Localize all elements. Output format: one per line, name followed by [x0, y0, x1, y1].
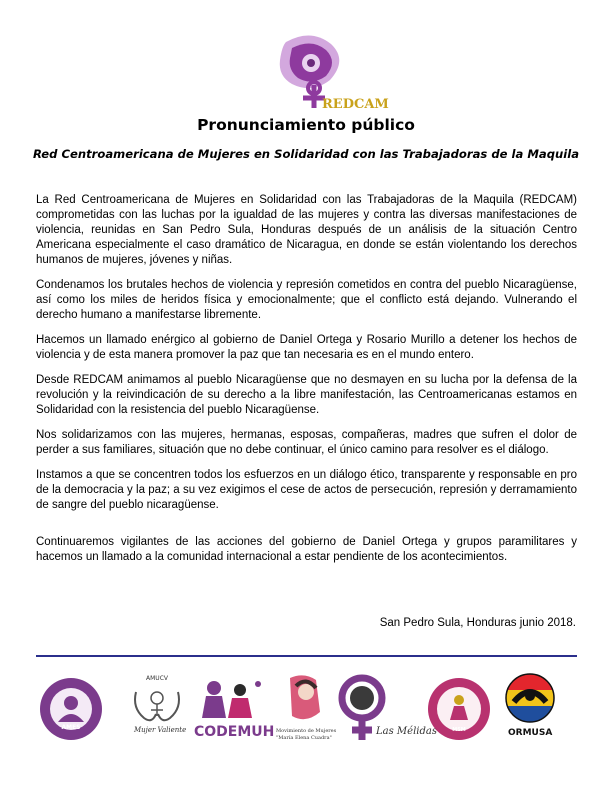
- paragraph-6: Instamos a que se concentren todos los esfuerzos en un diálogo ético, transparente y responsable en pro de la democracia y la paz; a su vez exigimos el cese de actos de persecución, represión y derramamiento de sangre del pueblo nicaragüense.: [36, 469, 577, 511]
- amucv-caption: Mujer Valiente: [134, 726, 187, 734]
- redcam-emblem-icon: [256, 30, 389, 120]
- page-title: Pronunciamiento público: [197, 116, 415, 134]
- mujeres-solidaridad-text: MSM: [452, 727, 466, 733]
- redcam-logo: [256, 30, 389, 120]
- ames-logo-text: AMES: [61, 724, 81, 731]
- maria-elena-cuadra-line2: "María Elena Cuadra": [276, 735, 332, 741]
- ormusa-logo: [504, 672, 556, 738]
- paragraph-7: Continuaremos vigilantes de las acciones del gobierno de Daniel Ortega y grupos paramilitares y hacemos un llamado a la comunidad internacional a estar pendiente de los acontecimientos.: [36, 536, 577, 563]
- las-melidas-logo: [336, 674, 437, 744]
- ames-logo: [38, 676, 104, 742]
- paragraph-2: Condenamos los brutales hechos de violencia y represión cometidos en contra del pueblo Nicaragüense, así como los miles de heridos física y emocionalmente; que el conflicto está dejando. Vulnerando el derecho humano a manifestarse libremente.: [36, 279, 577, 321]
- las-melidas-logo-text: Las Mélidas: [376, 726, 437, 737]
- mujeres-solidaridad-logo: [426, 676, 492, 742]
- codemuh-logo-text: CODEMUH: [194, 724, 275, 740]
- maria-elena-cuadra-line1: Movimiento de Mujeres: [276, 728, 337, 734]
- body-text: [36, 193, 577, 575]
- paragraph-4: Desde REDCAM animamos al pueblo Nicaragüense que no desmayen en su lucha por la defensa de la revolución y la reivindicación de su derecho a la libre manifestación, las Centroamericanas estamos en Solidaridad con la resistencia del pueblo Nicaragüense.: [36, 374, 577, 416]
- page-subtitle: Red Centroamericana de Mujeres en Solidaridad con las Trabajadoras de la Maquila: [32, 147, 580, 161]
- paragraph-5: Nos solidarizamos con las mujeres, hermanas, esposas, compañeras, madres que sufren el dolor de perder a sus familiares, situación que no debe continuar, el único camino para resolver es el diálogo.: [36, 429, 577, 456]
- paragraph-1: La Red Centroamericana de Mujeres en Solidaridad con las Trabajadoras de la Maquila (REDCAM) comprometidas con las luchas por la igualdad de las mujeres y contra las diversas manifestaciones de violencia, reunidas en San Pedro Sula, Honduras después de un análisis de la situación Centro Americana especialmente el caso dramático de Nicaragua, en donde se están violentando los derechos humanos de mujeres, jóvenes y niñas.: [36, 194, 577, 266]
- redcam-logo-text: REDCAM: [322, 97, 389, 112]
- codemuh-logo: [192, 674, 275, 740]
- paragraph-3: Hacemos un llamado enérgico al gobierno de Daniel Ortega y Rosario Murillo a detener los hechos de violencia y de esta manera promover la paz que tan necesaria es en el mundo entero.: [36, 334, 577, 361]
- amucv-logo: [126, 672, 188, 738]
- footer-divider: [36, 655, 577, 657]
- amucv-logo-text: AMUCV: [146, 675, 168, 682]
- footer-logos: [36, 672, 582, 752]
- ormusa-logo-text: ORMUSA: [508, 728, 553, 738]
- maria-elena-cuadra-logo: [276, 672, 337, 741]
- signoff-place-date: San Pedro Sula, Honduras junio 2018.: [379, 617, 576, 629]
